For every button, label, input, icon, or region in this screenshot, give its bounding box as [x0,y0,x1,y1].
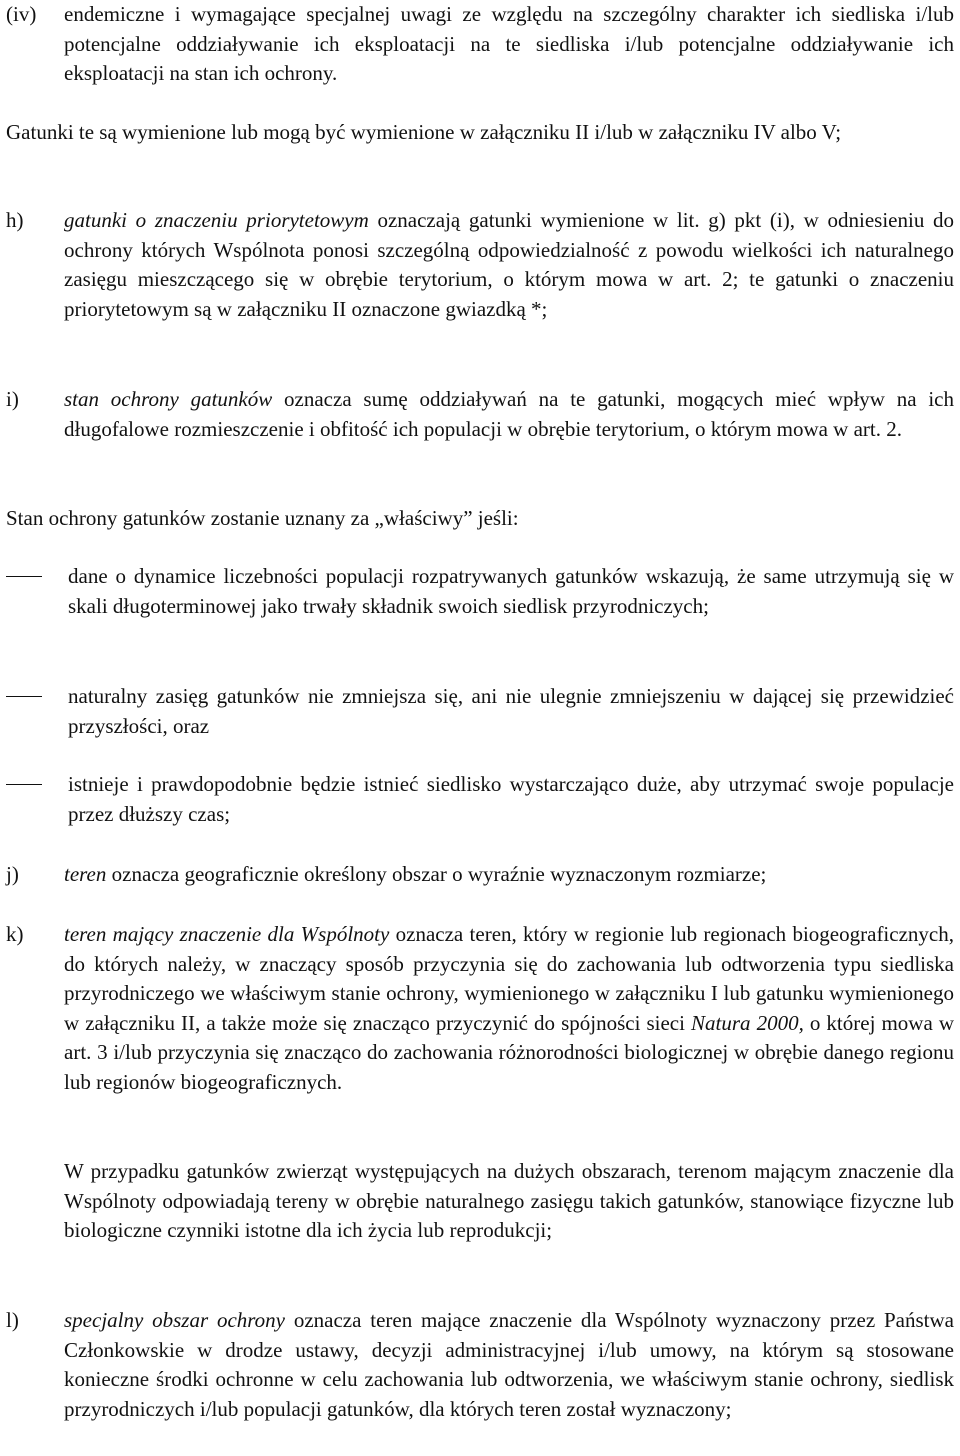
item-iv [6,0,954,89]
item-j-term: teren [64,862,107,886]
item-h-term: gatunki o znaczeniu priorytetowym [64,208,369,232]
item-l-label: l) [6,1308,19,1332]
favourable-status-intro: Stan ochrony gatunków zostanie uznany za „właściwy” jeśli: [6,506,519,530]
item-h-text: oznaczają gatunki wymienione w lit. g) pkt (i), w odniesieniu do ochrony których Wspólnota ponosi szczególną odpowiedzialność z powodu wielkości ich naturalnego zasięgu mieszczącego się w obrębie terytorium, o którym mowa w art. 2; te gatunki o znaczeniu priorytetowym są w załączniku II oznaczone gwiazdką *; [64,208,954,321]
item-k-text-b: o której mowa w art. 3 i/lub przyczynia się znacząco do zachowania różnorodności biologicznej w obrębie danego regionu lub regionów biogeograficznych. [64,1010,954,1094]
item-j-text: oznacza geograficznie określony obszar o wyraźnie wyznaczonym rozmiarze; [106,862,767,886]
item-j-label: j) [6,862,19,886]
item-iv-text: endemiczne i wymagające specjalnej uwagi ze względu na szczególny charakter ich siedliska i/lub potencjalne oddziaływanie ich eksploatacji na te siedliska i/lub potencjalne oddziaływanie ich eksploatacji na stan ich ochrony. [64,2,954,85]
item-h [6,206,954,324]
item-j [6,860,954,890]
item-l [6,1306,954,1424]
item-i-text: oznacza sumę oddziaływań na te gatunki, mogących mieć wpływ na ich długofalowe rozmieszczenie i obfitość ich populacji w obrębie terytorium, o którym mowa w art. 2. [64,387,954,441]
item-l-text: oznacza teren mające znaczenie dla Wspólnoty wyznaczony przez Państwa Członkowskie w drodze ustawy, decyzji administracyjnej i/lub umowy, na którym są stosowane konieczne środki ochronne w celu zachowania lub odtworzenia, we właściwym stanie ochrony, siedlisk przyrodniczych i/lub populacji gatunków, dla których teren został wyznaczony; [64,1308,954,1421]
dash-marker [6,682,64,712]
item-k-label: k) [6,922,24,946]
item-iv-label: (iv) [6,2,37,26]
criterion-dash-2 [6,682,954,741]
dash-marker [6,770,64,800]
item-k-text-a: oznacza teren, który w regionie lub regionach biogeograficznych, do których należy, w znaczący sposób przyczynia się do zachowania lub odtworzenia typu siedliska przyrodniczego we właściwym stanie ochrony, wymienionego w załączniku I lub gatunku wymienionego w załączniku II, a także może się znacząco przyczynić do spójności sieci [64,922,954,1035]
item-k [6,920,954,1097]
item-k-term: teren mający znaczenie dla Wspólnoty [64,922,390,946]
criterion-dash-1 [6,562,954,621]
item-k-natura: Natura 2000, [691,1010,804,1035]
item-i-term: stan ochrony gatunków [64,387,273,411]
item-k-body [64,920,954,1097]
criterion-dash-3 [6,770,954,829]
item-i-body [64,385,954,444]
item-l-body [64,1306,954,1424]
item-l-term: specjalny obszar ochrony [64,1308,285,1332]
item-i [6,385,954,444]
item-i-label: i) [6,387,19,411]
item-h-label: h) [6,208,24,232]
criterion-text-1: dane o dynamice liczebności populacji rozpatrywanych gatunków wskazują, że same utrzymują się w skali długoterminowej jako trwały składnik swoich siedlisk przyrodniczych; [68,564,954,618]
item-k-para2-text: W przypadku gatunków zwierząt występujących na dużych obszarach, terenom mającym znaczenie dla Wspólnoty odpowiadają tereny w obrębie naturalnego zasięgu takich gatunków, stanowiące fizyczne lub biologiczne czynniki istotne dla ich życia lub reprodukcji; [64,1159,954,1242]
dash-marker [6,562,64,592]
criterion-text-3: istnieje i prawdopodobnie będzie istnieć siedlisko wystarczająco duże, aby utrzymać swoje populacje przez dłuższy czas; [68,772,954,826]
criterion-text-2: naturalny zasięg gatunków nie zmniejsza się, ani nie ulegnie zmniejszeniu w dającej się przewidzieć przyszłości, oraz [68,684,954,738]
item-j-body [64,860,954,890]
annex-note: Gatunki te są wymienione lub mogą być wymienione w załączniku II i/lub w załączniku IV albo V; [6,120,842,144]
item-k-paragraph-2 [6,1157,954,1246]
item-h-body [64,206,954,324]
